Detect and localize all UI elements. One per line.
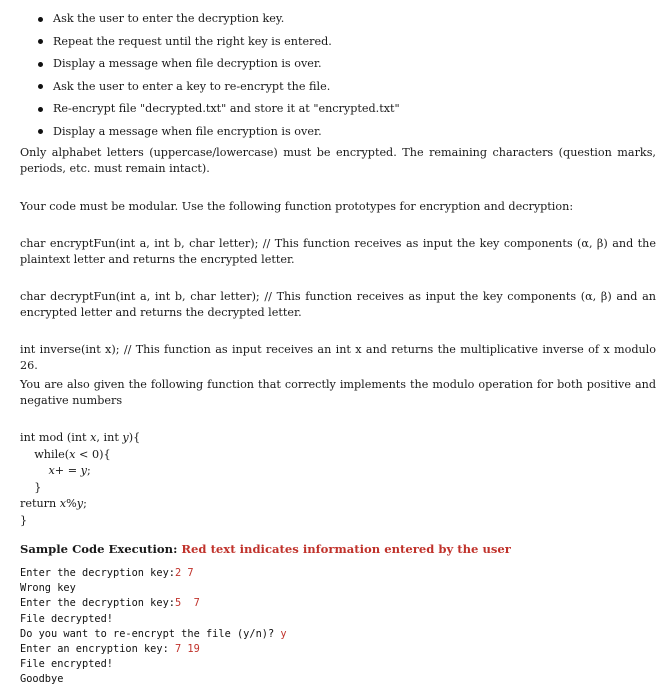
console-prompt: Do you want to re-encrypt the file (y/n)? bbox=[20, 627, 281, 640]
math-var: x bbox=[90, 431, 97, 444]
code-text: , int bbox=[96, 431, 123, 444]
math-var: y bbox=[122, 431, 129, 444]
code-text: + = bbox=[54, 464, 81, 477]
sample-execution-heading bbox=[20, 542, 511, 556]
math-var: x bbox=[69, 447, 76, 461]
math-var: x bbox=[48, 464, 55, 477]
console-prompt: Wrong key bbox=[20, 582, 76, 595]
math-var: y bbox=[76, 497, 84, 510]
console-prompt: Goodbye bbox=[20, 673, 64, 686]
sample-heading-note: Red text indicates information entered by the user bbox=[181, 542, 511, 556]
mod-function-code bbox=[20, 430, 140, 529]
console-user-input: y bbox=[280, 627, 287, 640]
code-text: ; bbox=[86, 464, 91, 477]
math-var: y bbox=[80, 464, 87, 477]
code-text: } bbox=[34, 480, 42, 494]
console-prompt: Enter the decryption key: bbox=[20, 567, 175, 579]
list-item: Ask the user to enter a key to re-encrypt the file. bbox=[20, 76, 650, 99]
console-prompt: File decrypted! bbox=[20, 612, 113, 625]
console-user-input: 2 7 bbox=[174, 567, 194, 579]
console-prompt: Enter an encryption key: bbox=[20, 643, 175, 656]
list-item: Repeat the request until the right key is entered. bbox=[20, 31, 650, 54]
modular-paragraph: Your code must be modular. Use the following function prototypes for encryption and decryption: bbox=[20, 200, 574, 213]
code-text: while( bbox=[34, 447, 70, 461]
code-text: ){ bbox=[128, 431, 141, 444]
code-text: % bbox=[66, 497, 77, 510]
code-text: } bbox=[20, 513, 28, 527]
decrypt-prototype-paragraph: char decryptFun(int a, int b, char letter); // This function receives as input the key components (α, β) and an encrypted letter and returns the decrypted letter. bbox=[20, 290, 656, 319]
code-text: < 0){ bbox=[75, 447, 111, 461]
sample-heading-label: Sample Code Execution: bbox=[20, 542, 178, 556]
mod-intro-paragraph: You are also given the following function that correctly implements the modulo operation for both positive and negative numbers bbox=[20, 378, 656, 407]
alphabet-rule-paragraph: Only alphabet letters (uppercase/lowercase) must be encrypted. The remaining characters (question marks, periods, etc. must remain intact). bbox=[20, 146, 656, 175]
list-item: Display a message when file encryption is over. bbox=[20, 121, 650, 144]
code-text: int mod (int bbox=[20, 431, 91, 444]
code-text: ; bbox=[83, 497, 87, 510]
console-prompt: Enter the decryption key: bbox=[20, 597, 175, 610]
code-text: return bbox=[20, 497, 60, 510]
list-item: Display a message when file decryption is over. bbox=[20, 53, 650, 76]
console-user-input: 7 19 bbox=[174, 643, 200, 656]
list-item: Re-encrypt file "decrypted.txt" and store it at "encrypted.txt" bbox=[20, 98, 650, 121]
console-user-input: 5 7 bbox=[174, 597, 200, 610]
math-var: x bbox=[59, 497, 67, 510]
inverse-prototype-paragraph: int inverse(int x); // This function as input receives an int x and returns the multiplicative inverse of x modulo 26. bbox=[20, 343, 656, 372]
requirements-list bbox=[20, 8, 650, 143]
list-item: Ask the user to enter the decryption key. bbox=[20, 8, 650, 31]
encrypt-prototype-paragraph: char encryptFun(int a, int b, char letter); // This function receives as input the key components (α, β) and the plaintext letter and returns the encrypted letter. bbox=[20, 237, 656, 266]
console-prompt: File encrypted! bbox=[20, 658, 113, 671]
sample-console-output bbox=[20, 566, 287, 688]
